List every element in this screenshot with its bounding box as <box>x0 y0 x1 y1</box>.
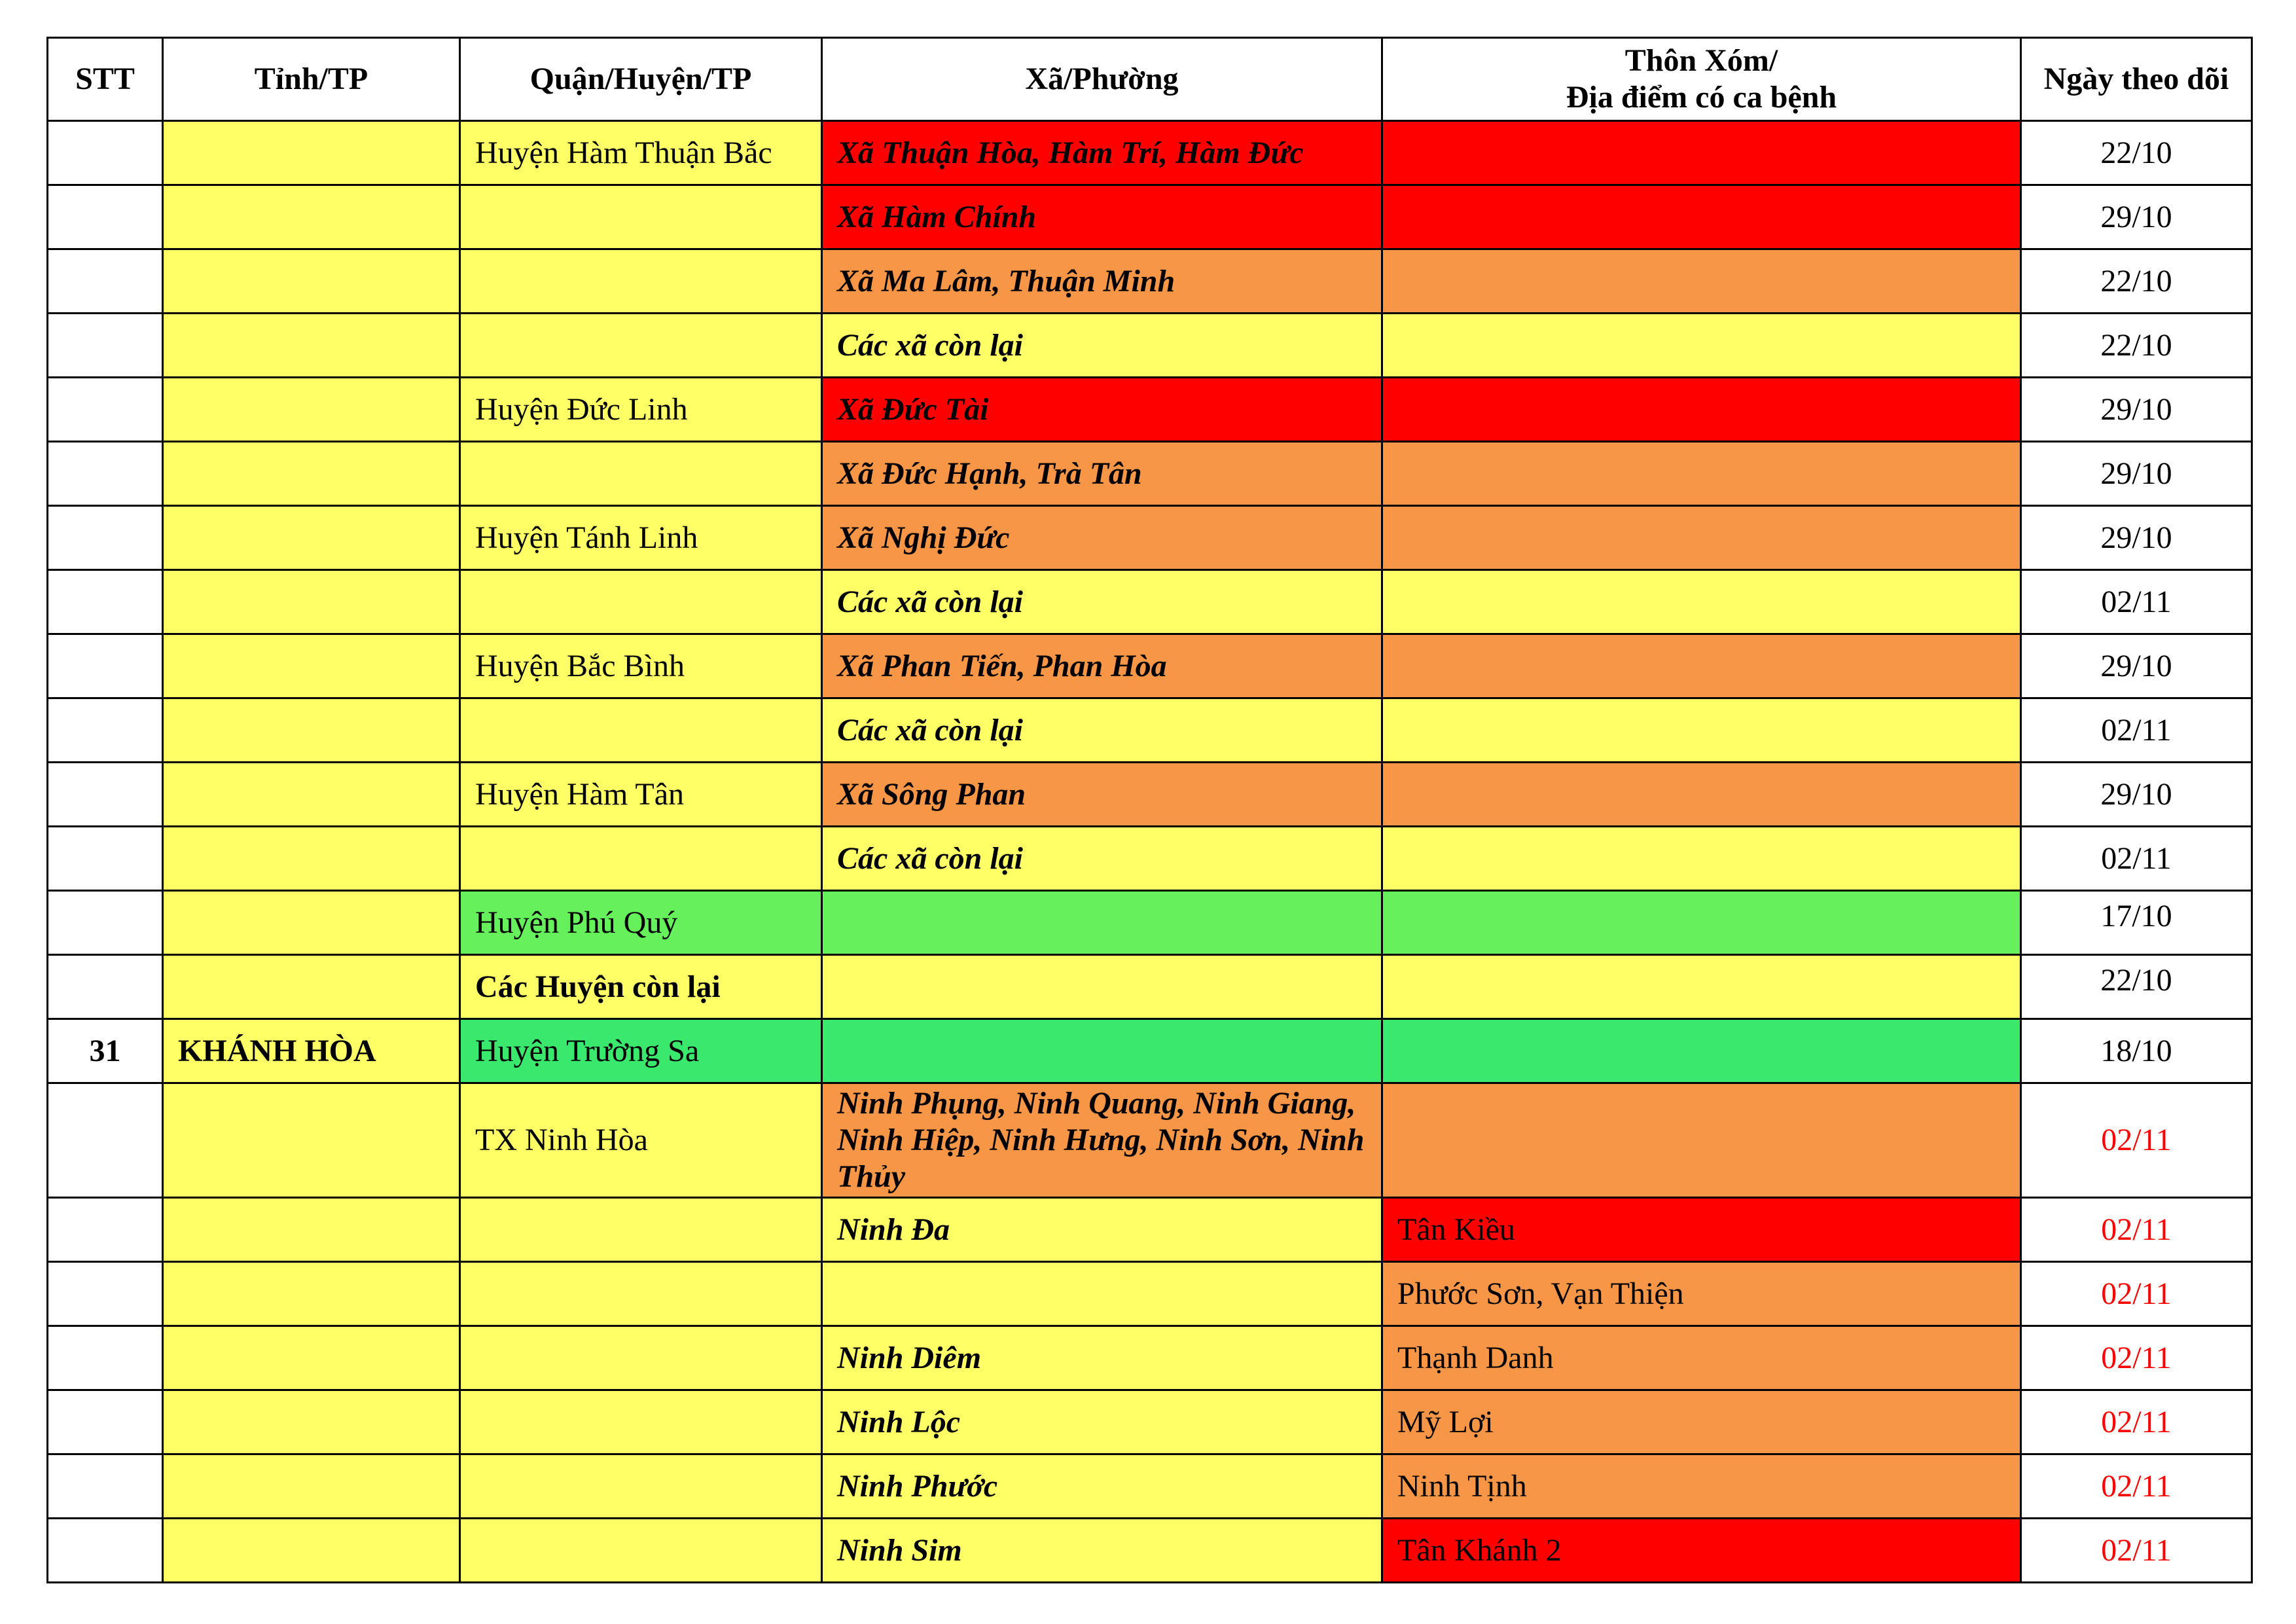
table-row <box>48 1262 2252 1326</box>
header-district: Quận/Huyện/TP <box>460 38 822 121</box>
cell-district <box>460 249 822 314</box>
cell-district: Huyện Phú Quý <box>460 891 822 955</box>
covid-risk-table <box>46 37 2253 1583</box>
header-province: Tỉnh/TP <box>163 38 460 121</box>
cell-ward: Xã Ma Lâm, Thuận Minh <box>822 249 1382 314</box>
cell-date: 22/10 <box>2021 249 2252 314</box>
table-row <box>48 955 2252 1019</box>
cell-district: Huyện Đức Linh <box>460 378 822 442</box>
cell-stt <box>48 1390 163 1454</box>
cell-province <box>163 1390 460 1454</box>
cell-ward: Các xã còn lại <box>822 314 1382 378</box>
cell-stt <box>48 249 163 314</box>
table-row <box>48 891 2252 955</box>
cell-ward: Ninh Phước <box>822 1454 1382 1519</box>
cell-date: 17/10 <box>2021 891 2252 955</box>
table-row <box>48 506 2252 570</box>
cell-province <box>163 570 460 634</box>
cell-hamlet <box>1382 698 2021 763</box>
cell-date: 29/10 <box>2021 442 2252 506</box>
cell-province: KHÁNH HÒA <box>163 1019 460 1083</box>
cell-stt <box>48 1198 163 1262</box>
cell-date: 22/10 <box>2021 314 2252 378</box>
cell-province <box>163 1262 460 1326</box>
cell-hamlet <box>1382 1019 2021 1083</box>
cell-date: 29/10 <box>2021 185 2252 249</box>
cell-stt <box>48 570 163 634</box>
cell-hamlet <box>1382 249 2021 314</box>
cell-stt <box>48 442 163 506</box>
cell-district <box>460 1519 822 1583</box>
cell-date: 02/11 <box>2021 1198 2252 1262</box>
cell-stt <box>48 827 163 891</box>
cell-stt <box>48 1326 163 1390</box>
cell-hamlet <box>1382 827 2021 891</box>
cell-province <box>163 827 460 891</box>
cell-ward: Xã Phan Tiến, Phan Hòa <box>822 634 1382 698</box>
cell-province <box>163 891 460 955</box>
header-hamlet <box>1382 38 2021 121</box>
cell-date: 29/10 <box>2021 763 2252 827</box>
cell-hamlet: Phước Sơn, Vạn Thiện <box>1382 1262 2021 1326</box>
cell-ward <box>822 1262 1382 1326</box>
table-row <box>48 442 2252 506</box>
cell-stt <box>48 506 163 570</box>
cell-ward: Xã Đức Hạnh, Trà Tân <box>822 442 1382 506</box>
cell-ward <box>822 891 1382 955</box>
cell-stt <box>48 314 163 378</box>
cell-date: 02/11 <box>2021 570 2252 634</box>
table-row <box>48 314 2252 378</box>
cell-district: Huyện Tánh Linh <box>460 506 822 570</box>
cell-date: 02/11 <box>2021 1326 2252 1390</box>
table-row <box>48 249 2252 314</box>
cell-date: 29/10 <box>2021 506 2252 570</box>
table-row <box>48 1519 2252 1583</box>
cell-district: TX Ninh Hòa <box>460 1083 822 1198</box>
cell-district <box>460 442 822 506</box>
cell-province <box>163 378 460 442</box>
cell-ward: Các xã còn lại <box>822 570 1382 634</box>
cell-ward: Các xã còn lại <box>822 827 1382 891</box>
cell-hamlet <box>1382 185 2021 249</box>
table-row <box>48 763 2252 827</box>
cell-ward: Xã Nghị Đức <box>822 506 1382 570</box>
cell-province <box>163 185 460 249</box>
cell-hamlet <box>1382 1083 2021 1198</box>
table-row <box>48 1019 2252 1083</box>
cell-ward: Ninh Đa <box>822 1198 1382 1262</box>
cell-stt <box>48 1262 163 1326</box>
cell-hamlet <box>1382 378 2021 442</box>
table-row <box>48 185 2252 249</box>
cell-province <box>163 1198 460 1262</box>
cell-stt <box>48 763 163 827</box>
table-row <box>48 121 2252 185</box>
cell-stt <box>48 1519 163 1583</box>
cell-ward: Xã Đức Tài <box>822 378 1382 442</box>
cell-stt <box>48 891 163 955</box>
cell-ward: Xã Thuận Hòa, Hàm Trí, Hàm Đức <box>822 121 1382 185</box>
cell-date: 29/10 <box>2021 378 2252 442</box>
cell-hamlet: Ninh Tịnh <box>1382 1454 2021 1519</box>
cell-date: 02/11 <box>2021 1390 2252 1454</box>
cell-hamlet <box>1382 955 2021 1019</box>
cell-ward: Ninh Phụng, Ninh Quang, Ninh Giang, Ninh Hiệp, Ninh Hưng, Ninh Sơn, Ninh Thủy <box>822 1083 1382 1198</box>
cell-province <box>163 634 460 698</box>
cell-date: 02/11 <box>2021 698 2252 763</box>
cell-district <box>460 314 822 378</box>
cell-hamlet <box>1382 634 2021 698</box>
cell-ward: Ninh Diêm <box>822 1326 1382 1390</box>
cell-province <box>163 249 460 314</box>
cell-stt <box>48 185 163 249</box>
cell-district <box>460 1262 822 1326</box>
cell-date: 29/10 <box>2021 634 2252 698</box>
header-date: Ngày theo dõi <box>2021 38 2252 121</box>
cell-district <box>460 185 822 249</box>
cell-district <box>460 570 822 634</box>
cell-hamlet <box>1382 442 2021 506</box>
cell-province <box>163 1083 460 1198</box>
cell-province <box>163 442 460 506</box>
cell-district <box>460 1454 822 1519</box>
cell-stt <box>48 121 163 185</box>
cell-hamlet <box>1382 763 2021 827</box>
cell-date: 02/11 <box>2021 1083 2252 1198</box>
cell-district <box>460 698 822 763</box>
cell-district: Huyện Hàm Tân <box>460 763 822 827</box>
table-row <box>48 1454 2252 1519</box>
cell-date: 18/10 <box>2021 1019 2252 1083</box>
table-row <box>48 1198 2252 1262</box>
table-row <box>48 1390 2252 1454</box>
cell-ward <box>822 955 1382 1019</box>
header-hamlet-line2: Địa điểm có ca bệnh <box>1566 80 1837 115</box>
cell-hamlet: Tân Kiều <box>1382 1198 2021 1262</box>
cell-date: 02/11 <box>2021 1262 2252 1326</box>
cell-date: 22/10 <box>2021 121 2252 185</box>
table-row <box>48 570 2252 634</box>
cell-province <box>163 1454 460 1519</box>
cell-province <box>163 506 460 570</box>
cell-stt <box>48 634 163 698</box>
table-row <box>48 827 2252 891</box>
cell-date: 02/11 <box>2021 827 2252 891</box>
cell-date: 02/11 <box>2021 1454 2252 1519</box>
cell-ward: Xã Sông Phan <box>822 763 1382 827</box>
cell-hamlet <box>1382 121 2021 185</box>
cell-date: 02/11 <box>2021 1519 2252 1583</box>
cell-date: 22/10 <box>2021 955 2252 1019</box>
table-row <box>48 698 2252 763</box>
cell-district: Huyện Bắc Bình <box>460 634 822 698</box>
cell-district: Các Huyện còn lại <box>460 955 822 1019</box>
cell-hamlet: Tân Khánh 2 <box>1382 1519 2021 1583</box>
cell-district <box>460 1390 822 1454</box>
header-hamlet-line1: Thôn Xóm/ <box>1624 43 1778 78</box>
cell-province <box>163 1326 460 1390</box>
cell-stt: 31 <box>48 1019 163 1083</box>
cell-ward: Các xã còn lại <box>822 698 1382 763</box>
cell-ward: Ninh Lộc <box>822 1390 1382 1454</box>
cell-district <box>460 1326 822 1390</box>
cell-district <box>460 827 822 891</box>
cell-district <box>460 1198 822 1262</box>
cell-hamlet <box>1382 506 2021 570</box>
cell-district: Huyện Trường Sa <box>460 1019 822 1083</box>
cell-hamlet: Mỹ Lợi <box>1382 1390 2021 1454</box>
table-row <box>48 1083 2252 1198</box>
cell-province <box>163 314 460 378</box>
cell-province <box>163 1519 460 1583</box>
cell-district: Huyện Hàm Thuận Bắc <box>460 121 822 185</box>
cell-hamlet: Thạnh Danh <box>1382 1326 2021 1390</box>
cell-stt <box>48 378 163 442</box>
table-row <box>48 378 2252 442</box>
table-row <box>48 634 2252 698</box>
cell-ward: Xã Hàm Chính <box>822 185 1382 249</box>
cell-hamlet <box>1382 314 2021 378</box>
cell-province <box>163 955 460 1019</box>
header-ward: Xã/Phường <box>822 38 1382 121</box>
cell-stt <box>48 955 163 1019</box>
cell-province <box>163 763 460 827</box>
cell-stt <box>48 698 163 763</box>
cell-hamlet <box>1382 891 2021 955</box>
cell-stt <box>48 1083 163 1198</box>
cell-province <box>163 698 460 763</box>
header-row <box>48 38 2252 121</box>
cell-stt <box>48 1454 163 1519</box>
cell-ward: Ninh Sim <box>822 1519 1382 1583</box>
cell-hamlet <box>1382 570 2021 634</box>
table-row <box>48 1326 2252 1390</box>
cell-province <box>163 121 460 185</box>
cell-ward <box>822 1019 1382 1083</box>
header-stt: STT <box>48 38 163 121</box>
